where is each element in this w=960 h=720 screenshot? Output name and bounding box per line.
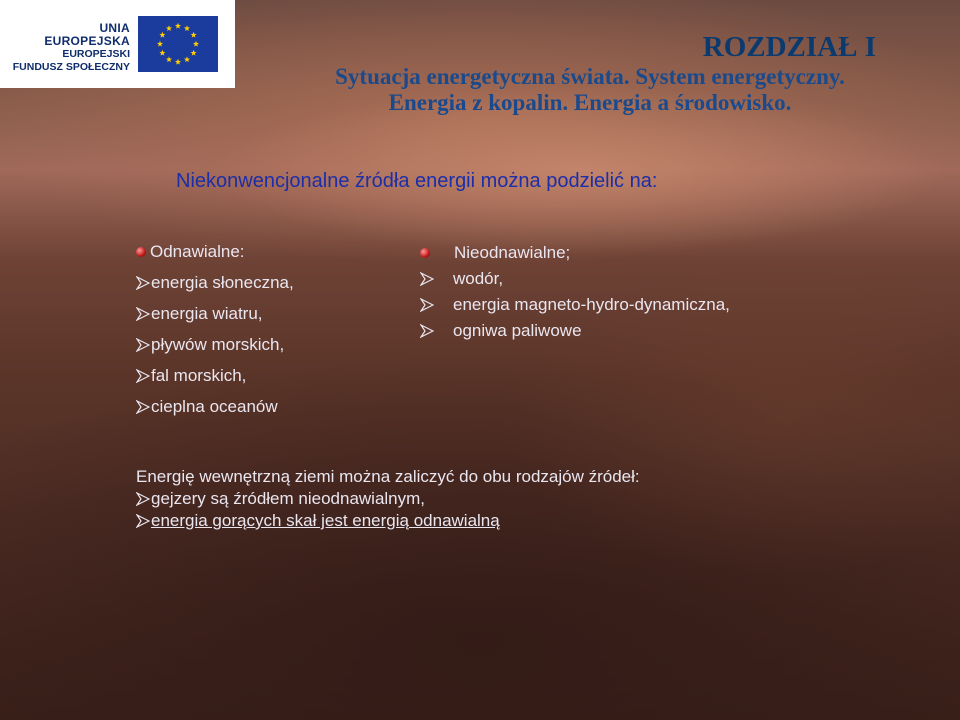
intro-text: Niekonwencjonalne źródła energii można podzielić na:: [176, 170, 658, 192]
list-item-label: pływów morskich,: [151, 334, 285, 354]
list-item: [136, 298, 294, 329]
chapter-subtitle-line1: Sytuacja energetyczna świata. System energetyczny.: [335, 64, 845, 89]
geothermal-lead: Energię wewnętrzną ziemi można zaliczyć do obu rodzajów źródeł:: [136, 467, 640, 486]
eu-logo-line3: FUNDUSZ SPOŁECZNY: [12, 61, 130, 73]
arrow-bullet-icon: [136, 369, 150, 383]
renewable-heading: [136, 236, 294, 267]
list-item: [136, 360, 294, 391]
arrow-bullet-icon: [136, 514, 150, 528]
eu-star-icon: [166, 56, 172, 62]
eu-star-icon: [175, 23, 181, 29]
arrow-bullet-icon: [420, 298, 434, 312]
renewable-list: [136, 236, 294, 422]
list-item-label: energia gorących skał jest energią odnawialną: [151, 511, 500, 530]
renewable-heading-label: Odnawialne:: [150, 241, 245, 261]
geothermal-section: [136, 466, 640, 532]
arrow-bullet-icon: [136, 276, 150, 290]
list-item-label: fal morskich,: [151, 365, 247, 385]
non-renewable-heading-label: Nieodnawialne;: [454, 243, 571, 262]
eu-star-icon: [157, 41, 163, 47]
arrow-bullet-icon: [136, 400, 150, 414]
chapter-subtitle-line2: Energia z kopalin. Energia a środowisko.: [388, 90, 792, 115]
arrow-bullet-icon: [136, 307, 150, 321]
list-item: [136, 488, 640, 510]
list-item-label: gejzery są źródłem nieodnawialnym,: [151, 489, 426, 508]
eu-logo-line2: EUROPEJSKI: [62, 48, 130, 60]
eu-logo-text: [12, 22, 130, 74]
list-item: [136, 267, 294, 298]
list-item: [136, 329, 294, 360]
slide-header: [180, 30, 920, 116]
list-item: [420, 266, 730, 292]
arrow-bullet-icon: [420, 272, 434, 286]
list-item-label: cieplna oceanów: [151, 396, 278, 416]
list-item-label: energia magneto-hydro-dynamiczna,: [453, 295, 730, 314]
eu-star-icon: [159, 50, 165, 56]
eu-star-icon: [166, 25, 172, 31]
list-item: [420, 318, 730, 344]
list-item-label: energia słoneczna,: [151, 272, 294, 292]
chapter-title: ROZDZIAŁ I: [702, 31, 876, 63]
list-item: [136, 391, 294, 422]
arrow-bullet-icon: [420, 324, 434, 338]
list-item: [136, 510, 640, 532]
list-item-label: wodór,: [453, 269, 504, 288]
list-item-label: energia wiatru,: [151, 303, 263, 323]
eu-logo-line1: UNIA EUROPEJSKA: [44, 21, 130, 48]
list-item-label: ogniwa paliwowe: [453, 321, 582, 340]
eu-star-icon: [159, 32, 165, 38]
ball-bullet-icon: [136, 247, 146, 257]
ball-bullet-icon: [420, 248, 430, 258]
non-renewable-list: [420, 240, 730, 344]
arrow-bullet-icon: [136, 338, 150, 352]
arrow-bullet-icon: [136, 492, 150, 506]
list-item: [420, 292, 730, 318]
non-renewable-heading: [420, 240, 730, 266]
